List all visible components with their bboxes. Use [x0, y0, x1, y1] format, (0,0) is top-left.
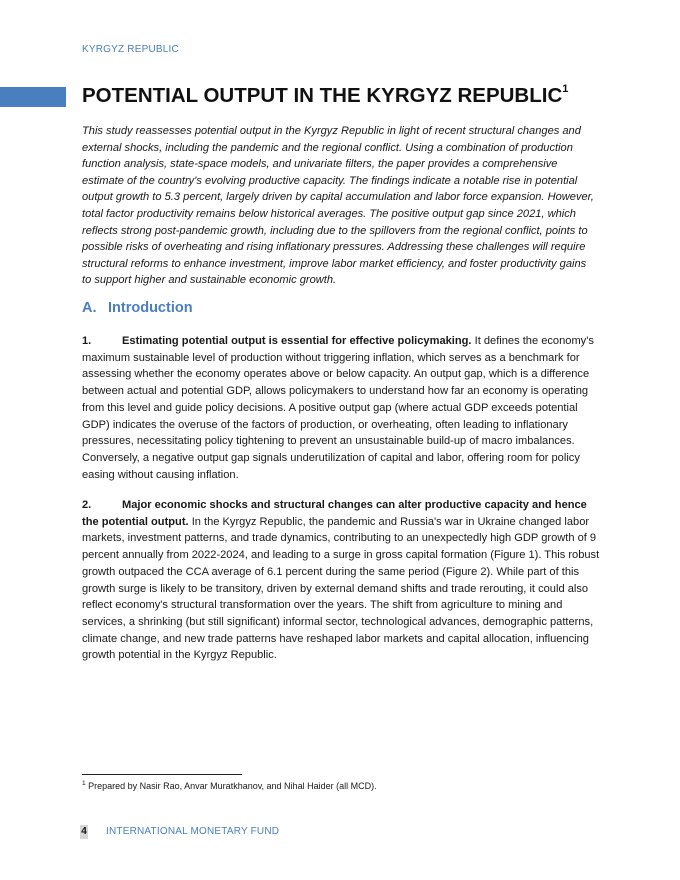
section-heading [82, 300, 193, 316]
running-head: KYRGYZ REPUBLIC [82, 44, 179, 55]
footnote [82, 780, 377, 791]
page-number: 4 [81, 826, 87, 837]
section-title: Introduction [108, 300, 193, 316]
section-letter: A. [82, 300, 97, 316]
page-title [82, 84, 642, 108]
footer-label: INTERNATIONAL MONETARY FUND [106, 826, 280, 837]
abstract: This study reassesses potential output in the Kyrgyz Republic in light of recent structural changes and external shocks, including the pandemic and the regional conflict. Using a combination of production function analysis, state-space models, and univariate filters, the paper provides a comprehensive estimate of the country's evolving productive capacity. The findings indicate a notable rise in potential output growth to 5.3 percent, largely driven by capital accumulation and labor force expansion. However, total factor productivity remains below historical averages. The positive output gap since 2021, which reflects strong post-pandemic growth, including due to the spillovers from the regional conflict, points to possible risks of overheating and rising inflationary pressures. Addressing these challenges will require structural reforms to enhance investment, improve labor market efficiency, and foster productivity gains to support higher and sustainable economic growth. [82, 125, 594, 287]
paragraph-body: In the Kyrgyz Republic, the pandemic and Russia's war in Ukraine changed labor markets, investment patterns, and trade dynamics, contributing to an unexpectedly high GDP growth of 9 percent annually from 2022-2024, and leading to a surge in gross capital formation (Figure 1). This robust growth outpaced the CCA average of 6.1 percent during the same period (Figure 2). While part of this growth surge is likely to be transitory, driven by external demand shifts and trade rerouting, it could also reflect economy's structural transformation over the years. The shift from agriculture to mining and services, a shrinking (but still significant) informal sector, technological advances, demographic patterns, climate change, and new trade patterns have reshaped labor markets and capital allocation, influencing growth potential in the Kyrgyz Republic. [82, 515, 600, 662]
paragraph-body: It defines the economy's maximum sustainable level of production without triggering inflation, which serves as a benchmark for assessing whether the economy operates above or below capacity. An output gap, which is a difference between actual and potential GDP, allows policymakers to understand how far an economy is operating from this level and guide policy decisions. A positive output gap (where actual GDP exceeds potential GDP) indicates the overuse of the factors of production, or overheating, often leading to inflationary pressures, necessitating policy tightening to prevent an unsustainable build-up of macro imbalances. Conversely, a negative output gap signals underutilization of capital and labor, offering room for policy easing without causing inflation. [82, 335, 594, 481]
paragraph-number: 2. [82, 499, 92, 511]
paragraph-lead: Estimating potential output is essential for effective policymaking. [122, 335, 472, 347]
page-title-text: POTENTIAL OUTPUT IN THE KYRGYZ REPUBLIC [82, 84, 563, 107]
paragraph-number: 1. [82, 335, 92, 347]
footnote-text: Prepared by Nasir Rao, Anvar Muratkhanov, and Nihal Haider (all MCD). [85, 781, 377, 791]
footnote-divider [82, 774, 242, 775]
footnote-marker: 1 [82, 780, 86, 787]
title-footnote-marker[interactable]: 1 [562, 83, 569, 96]
paragraph-2 [82, 497, 600, 664]
paragraph-1 [82, 333, 600, 483]
paragraph-lead: Major economic shocks and structural changes can alter productive capacity and hence the potential output. [82, 499, 587, 528]
title-accent-bar [0, 87, 66, 107]
